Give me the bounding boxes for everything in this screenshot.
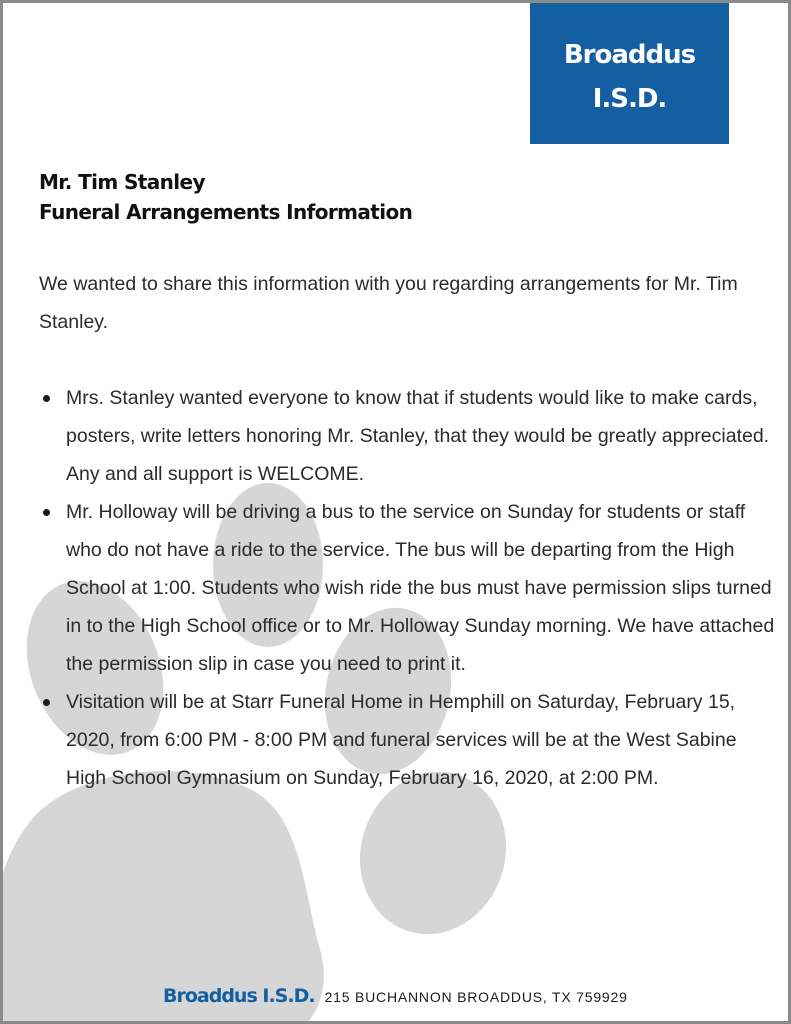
title-line-1: Mr. Tim Stanley	[39, 170, 205, 194]
bullet-item: Visitation will be at Starr Funeral Home in Hemphill on Saturday, February 15, 2020, from 6:00 PM - 8:00 PM and funeral services will be at the West Sabine High School Gymnasium on Sunday, February 16, 2020, at 2:00 PM.	[66, 683, 781, 797]
brand-badge	[530, 3, 729, 144]
footer	[163, 985, 628, 1007]
bullet-item: Mr. Holloway will be driving a bus to the service on Sunday for students or staff who do not have a ride to the service. The bus will be departing from the High School at 1:00. Students who wish ride the bus must have permission slips turned in to the High School office or to Mr. Holloway Sunday morning. We have attached the permission slip in case you need to print it.	[66, 493, 781, 683]
badge-line-1: Broaddus	[563, 39, 696, 70]
intro-paragraph: We wanted to share this information with you regarding arrangements for Mr. Tim Stanley.	[39, 273, 738, 333]
page-title	[39, 167, 412, 227]
title-line-2: Funeral Arrangements Information	[39, 200, 413, 224]
footer-address: 215 BUCHANNON BROADDUS, TX 759929	[324, 989, 628, 1005]
info-bullet-list	[39, 379, 781, 797]
bullet-item: Mrs. Stanley wanted everyone to know that if students would like to make cards, posters, write letters honoring Mr. Stanley, that they would be greatly appreciated. Any and all support is WELCOME.	[66, 379, 781, 493]
footer-logo: Broaddus I.S.D.	[163, 985, 315, 1007]
badge-line-2: I.S.D.	[592, 83, 667, 114]
